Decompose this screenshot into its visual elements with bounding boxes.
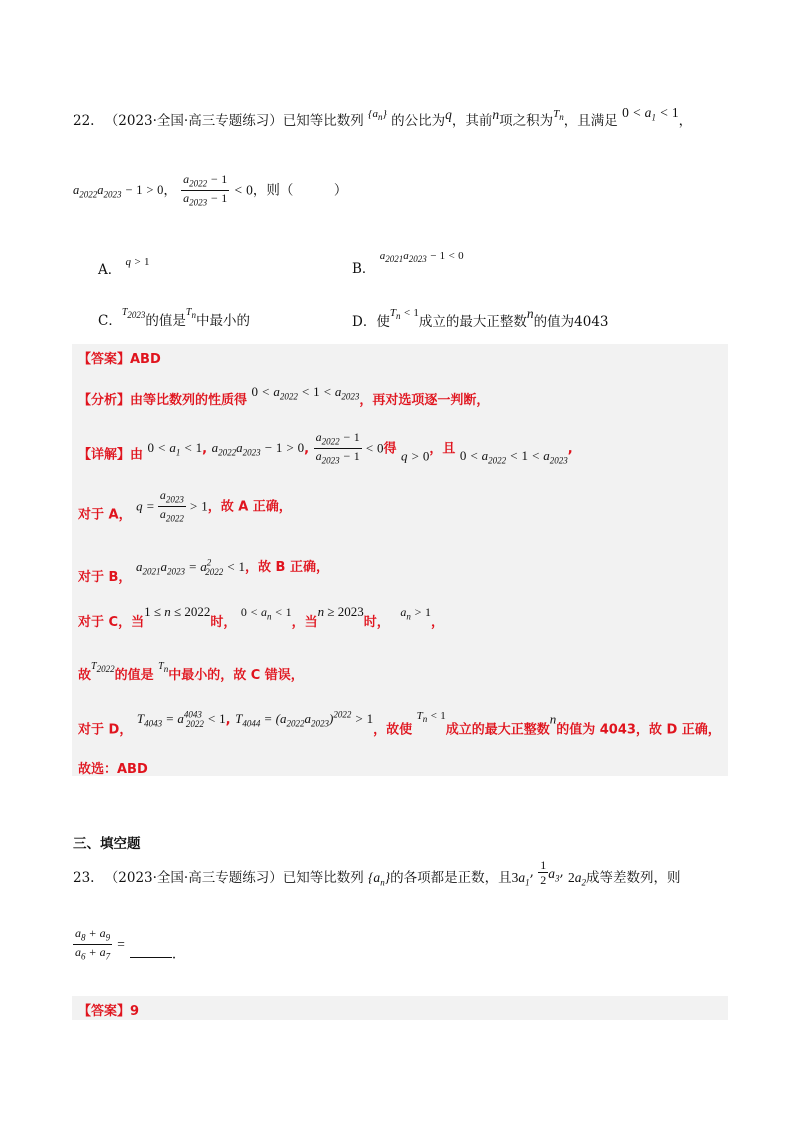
q22-seq-an: {an} — [368, 108, 387, 123]
option-c-text: 的值是 — [145, 313, 186, 329]
gu-text: 中最小的，故 C 错误， — [168, 668, 304, 683]
q23-stem-text: 的各项都是正数，且 — [390, 870, 512, 886]
for-c-range1: 1 ≤ n ≤ 2022 — [144, 604, 211, 619]
option-d-n: n — [526, 306, 534, 321]
for-d-text: ，故使 — [373, 722, 413, 738]
q23-a3: $a_3$ — [548, 866, 560, 884]
detail-math-1: $0 < a_1 < 1$ — [147, 440, 203, 458]
q23-2a2: $2a_2$ — [568, 870, 587, 888]
detail-math-2: $a_{2022}a_{2023} - 1 > 0$ — [211, 440, 305, 458]
q22-cond3-fraction: $\frac{a_{2022} - 1}{a_{2023} - 1}$ — [183, 172, 228, 208]
q22-stem-line2 — [73, 172, 347, 210]
option-c-Tn: Tn — [185, 307, 196, 320]
q22-gu — [78, 660, 304, 683]
q22-source: （2023·全国·高三专题练习） — [104, 113, 283, 129]
q23-stem-line1: 23. （2023·全国·高三专题练习）已知等比数列 $\{a_n\}$的各项都是正数，且$3a_1$, $\frac{1}{2}$ $a_3$, $2a_2$成等差数列，则 — [73, 858, 681, 888]
option-a-label: A． — [98, 262, 122, 278]
detail-text: ，且 — [429, 441, 456, 457]
gu-T2022: $T_{2022}$ — [91, 661, 115, 674]
q22-stem-text: 已知等比数列 — [282, 113, 364, 129]
q22-stem-text: ，其前 — [451, 113, 493, 129]
section-title — [73, 832, 141, 852]
q22-option-b[interactable] — [352, 246, 464, 278]
q22-answer — [78, 348, 161, 367]
detail-math-4: q > 0 — [401, 448, 430, 464]
for-a-text: 对于 A， — [78, 507, 132, 523]
detail-fraction: $\frac{a_{2022} - 1}{a_{2023} - 1}$ — [315, 430, 360, 466]
q22-stem-text: 项之积为 — [499, 113, 554, 129]
q23-seq-an: $\{a_n\}$ — [368, 870, 391, 888]
q23-answer-box — [72, 996, 728, 1020]
for-c-text: 时， — [363, 615, 390, 630]
q22-then: ，则（ ） — [252, 182, 348, 199]
for-c-text: ， — [430, 615, 444, 630]
q22-q: q — [445, 107, 452, 122]
q22-for-c — [78, 604, 444, 630]
q22-analysis — [78, 384, 489, 408]
q22-for-b — [78, 556, 329, 585]
q23-answer-text: 【答案】9 — [78, 1004, 140, 1019]
for-d-text: 的值为 4043，故 D 正确， — [556, 722, 721, 738]
option-b-math: $a_{2021}a_{2023} - 1 < 0$ — [379, 250, 464, 265]
for-c-text: 时， — [210, 615, 237, 630]
for-c-text: 对于 C，当 — [78, 615, 145, 630]
q23-answer — [78, 1000, 139, 1019]
q22-option-c[interactable] — [98, 304, 250, 330]
q22-Tn: Tn — [553, 108, 564, 123]
q23-period: . — [171, 946, 177, 963]
q23-answer-blank[interactable] — [130, 945, 172, 958]
q22-cond1: $0 < a_1 < 1$ — [622, 105, 679, 123]
for-c-math1: $0 < a_n < 1$ — [240, 605, 292, 622]
detail-text: 得 — [383, 441, 397, 457]
q23-3a1: $3a_1$ — [511, 870, 530, 888]
option-d-text: 成立的最大正整数 — [418, 314, 527, 330]
for-c-range2: n ≥ 2023 — [317, 604, 364, 619]
option-c-label: C． — [98, 313, 122, 329]
section-title-text: 三、填空题 — [73, 836, 141, 852]
for-d-text: 成立的最大正整数 — [445, 722, 550, 738]
for-a-text: ，故 A 正确， — [207, 499, 292, 515]
q22-stem-text: 的公比为 — [391, 113, 446, 129]
q23-equals: = — [116, 936, 126, 952]
gu-text: 的值是 — [114, 668, 154, 683]
q22-number: 22. — [73, 113, 95, 129]
q22-cond3-rhs: < 0 — [233, 182, 253, 198]
for-c-text: ，当 — [291, 615, 318, 630]
for-a-math: > 1 — [185, 498, 208, 514]
for-b-math: $a_{2021}a_{2023} = a^2_{2022} < 1$ — [135, 557, 246, 577]
analysis-text: 【分析】由等比数列的性质得 — [78, 393, 248, 408]
for-d-n: n — [549, 711, 557, 727]
option-a-math: q > 1 — [125, 256, 150, 268]
detail-math-5: $0 < a_{2022} < 1 < a_{2023}$ — [459, 448, 568, 466]
option-d-label: D．使 — [352, 314, 390, 330]
gu-Tn: $T_n$ — [158, 661, 169, 674]
q22-option-d[interactable] — [352, 304, 609, 331]
choose-text: 故选：ABD — [78, 762, 148, 777]
for-b-text: 对于 B， — [78, 570, 132, 585]
q22-cond2: $a_{2022}a_{2023} - 1 > 0$ — [73, 183, 164, 200]
for-d-cond: Tn < 1 — [416, 710, 446, 725]
option-c-T2023: T2023 — [121, 307, 146, 320]
gu-text: 故 — [78, 668, 92, 683]
q22-choose — [78, 758, 148, 777]
q23-number: 23. — [73, 870, 95, 886]
q23-half-fraction: $\frac{1}{2}$ — [540, 858, 547, 887]
option-d-text: 的值为4043 — [533, 314, 609, 330]
for-d-math1: $T_{4043} = a^{4043}_{2022} < 1$ — [136, 710, 226, 729]
for-a-math: q = — [136, 498, 158, 514]
q22-for-a — [78, 488, 292, 526]
for-d-text: 对于 D， — [78, 722, 133, 738]
analysis-math: $0 < a_{2022} < 1 < a_{2023}$ — [251, 384, 360, 402]
detail-text: 【详解】由 — [78, 447, 144, 463]
q22-comma: ， — [678, 113, 693, 129]
option-c-text: 中最小的 — [195, 313, 250, 329]
analysis-text: ，再对选项逐一判断， — [359, 393, 490, 408]
q23-fraction: $\frac{a_8 + a_9}{a_6 + a_7}$ — [75, 926, 111, 962]
q22-option-a[interactable] — [98, 252, 149, 279]
answer-text: 【答案】ABD — [78, 352, 161, 367]
for-c-math2: $a_n > 1$ — [400, 605, 431, 622]
q22-comma: ， — [163, 182, 177, 199]
option-b-label: B． — [352, 261, 376, 277]
q23-expression — [73, 926, 176, 964]
q22-detail: 【详解】由 $0 < a_1 < 1$, $a_{2022}a_{2023} - 1 > 0$, $\frac{a_{2022} - 1}{a_{2023} - 1}$ < 0得 q > 0，且 $0 < a_{2022} < 1 < a_{2023}$, — [78, 430, 573, 466]
q23-stem-text: 已知等比数列 — [282, 870, 364, 886]
q22-stem-text: ，且满足 — [563, 113, 618, 129]
q22-for-d: 对于 D， $T_{4043} = a^{4043}_{2022} < 1$, $T_{4044} = (a_{2022}a_{2023})^{2022} > 1$，故使 $^{T_n < 1}$成立的最大正整数n的值为 4043，故 D 正确， — [78, 710, 721, 738]
q22-n: n — [492, 107, 500, 122]
for-d-math2: $T_{4044} = (a_{2022}a_{2023})^{2022} > 1$ — [235, 710, 374, 729]
q23-source: （2023·全国·高三专题练习） — [104, 870, 283, 886]
for-a-fraction: $\frac{a_{2023}}{a_{2022}}$ — [159, 488, 184, 524]
q22-stem-line1 — [73, 104, 692, 130]
detail-math-3: < 0 — [361, 440, 384, 456]
for-b-text: ，故 B 正确， — [245, 560, 329, 575]
option-d-cond: Tn < 1 — [389, 307, 419, 322]
q23-stem-text: 成等差数列，则 — [586, 870, 681, 886]
